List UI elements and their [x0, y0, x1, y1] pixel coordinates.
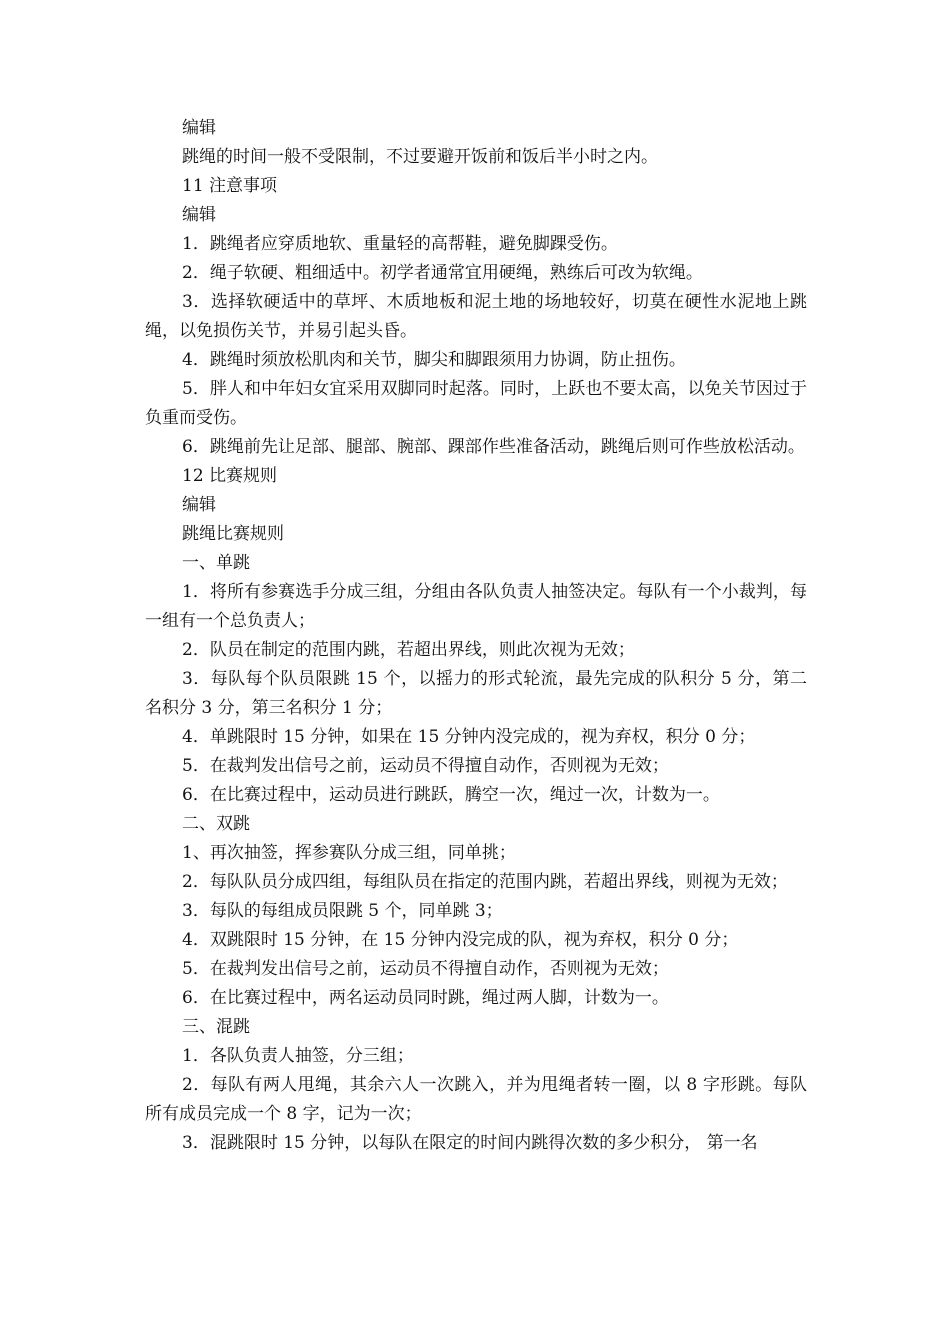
- list-item: 5．在裁判发出信号之前，运动员不得擅自动作，否则视为无效；: [182, 959, 669, 979]
- paragraph: 编辑: [182, 495, 216, 515]
- list-item: 3．每队每个队员限跳 15 个，以摇力的形式轮流，最先完成的队积分 5 分，第二名积分 3 分，第三名积分 1 分；: [145, 669, 807, 718]
- section-heading: 11 注意事项: [182, 176, 278, 196]
- list-item: 3．每队的每组成员限跳 5 个，同单跳 3；: [182, 901, 503, 921]
- list-item: 5．胖人和中年妇女宜采用双脚同时起落。同时，上跃也不要太高，以免关节因过于负重而受伤。: [145, 379, 807, 428]
- list-item: 4．单跳限时 15 分钟，如果在 15 分钟内没完成的，视为弃权，积分 0 分；: [182, 727, 756, 747]
- subsection-heading: 二、双跳: [182, 814, 250, 834]
- section-heading: 12 比赛规则: [182, 466, 278, 486]
- list-item: 5．在裁判发出信号之前，运动员不得擅自动作，否则视为无效；: [182, 756, 669, 776]
- list-item: 1．各队负责人抽签，分三组；: [182, 1046, 414, 1066]
- list-item: 6．在比赛过程中，两名运动员同时跳，绳过两人脚，计数为一。: [182, 988, 669, 1008]
- paragraph: 编辑: [182, 205, 216, 225]
- list-item: 1、再次抽签，挥参赛队分成三组，同单挑；: [182, 843, 516, 863]
- list-item: 3．混跳限时 15 分钟，以每队在限定的时间内跳得次数的多少积分， 第一名: [182, 1133, 758, 1153]
- paragraph: 编辑: [182, 118, 216, 138]
- subsection-heading: 一、单跳: [182, 553, 250, 573]
- list-item: 6．跳绳前先让足部、腿部、腕部、踝部作些准备活动，跳绳后则可作些放松活动。: [182, 437, 805, 457]
- list-item: 2．每队队员分成四组，每组队员在指定的范围内跳，若超出界线，则视为无效；: [182, 872, 788, 892]
- list-item: 1．跳绳者应穿质地软、重量轻的高帮鞋，避免脚踝受伤。: [182, 234, 618, 254]
- paragraph: 跳绳的时间一般不受限制，不过要避开饭前和饭后半小时之内。: [182, 147, 658, 167]
- list-item: 2．队员在制定的范围内跳，若超出界线，则此次视为无效；: [182, 640, 635, 660]
- document-body: [145, 114, 807, 1158]
- list-item: 4．双跳限时 15 分钟，在 15 分钟内没完成的队，视为弃权，积分 0 分；: [182, 930, 739, 950]
- list-item: 2．每队有两人甩绳，其余六人一次跳入，并为甩绳者转一圈，以 8 字形跳。每队所有成员完成一个 8 字，记为一次；: [145, 1075, 807, 1124]
- list-item: 3．选择软硬适中的草坪、木质地板和泥土地的场地较好，切莫在硬性水泥地上跳绳，以免损伤关节，并易引起头昏。: [145, 292, 807, 341]
- list-item: 6．在比赛过程中，运动员进行跳跃，腾空一次，绳过一次，计数为一。: [182, 785, 720, 805]
- list-item: 4．跳绳时须放松肌肉和关节，脚尖和脚跟须用力协调，防止扭伤。: [182, 350, 686, 370]
- list-item: 2．绳子软硬、粗细适中。初学者通常宜用硬绳，熟练后可改为软绳。: [182, 263, 703, 283]
- list-item: 1．将所有参赛选手分成三组，分组由各队负责人抽签决定。每队有一个小裁判，每一组有一个总负责人；: [145, 582, 807, 631]
- subsection-heading: 三、混跳: [182, 1017, 250, 1037]
- paragraph: 跳绳比赛规则: [182, 524, 284, 544]
